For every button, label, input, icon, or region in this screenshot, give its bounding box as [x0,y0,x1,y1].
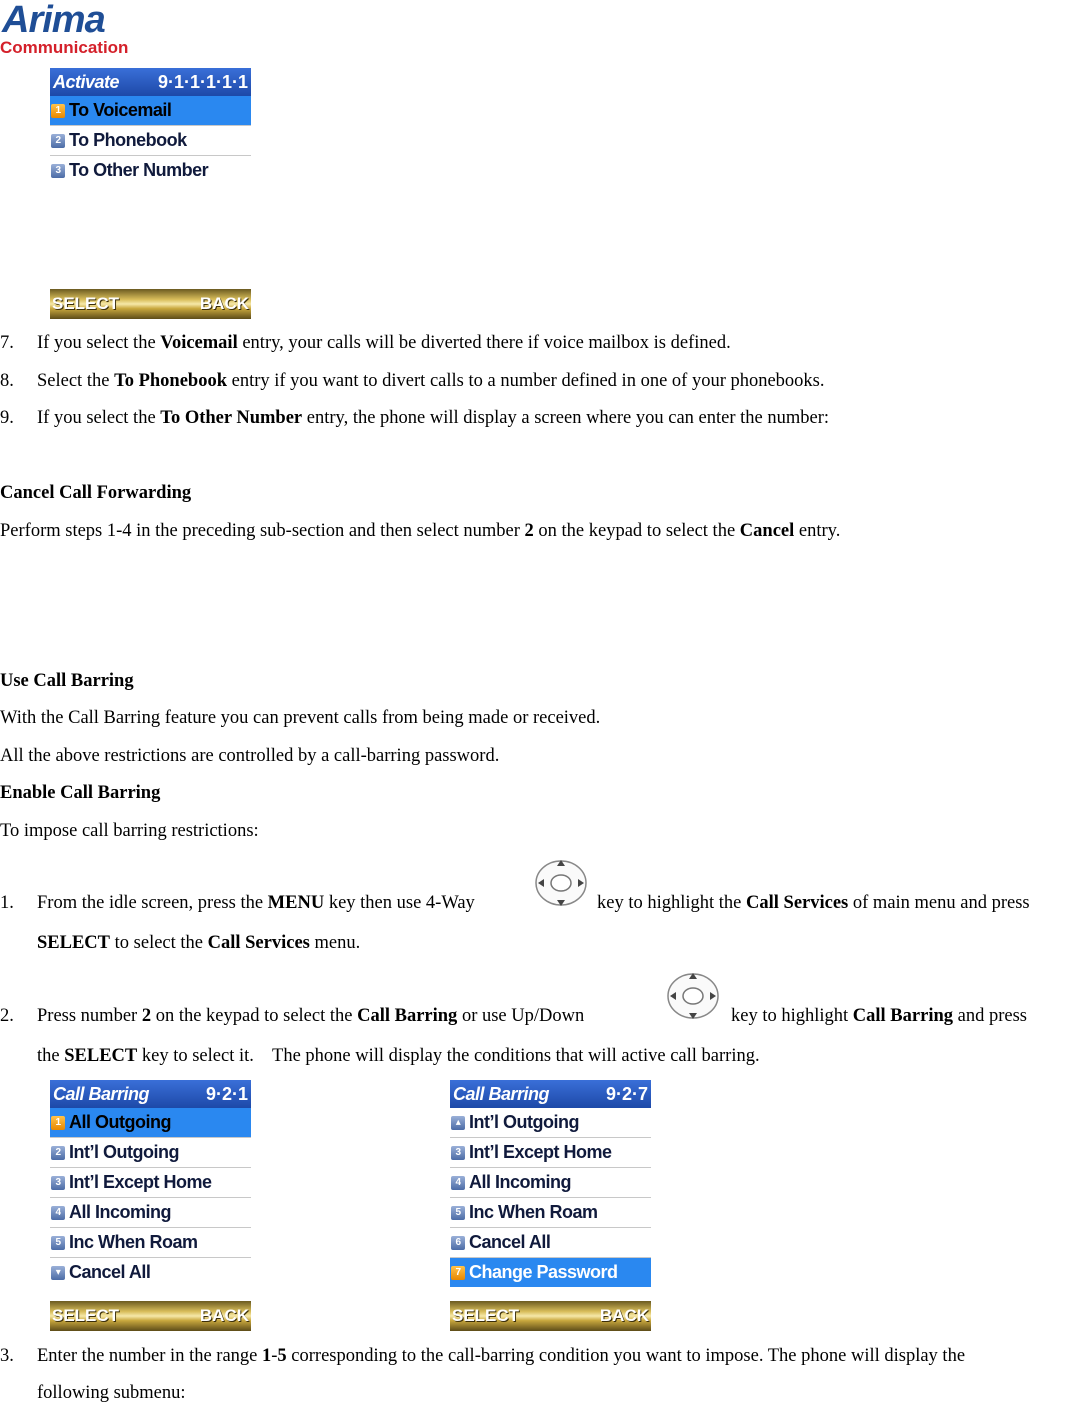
select-softkey[interactable]: SELECT [52,1306,120,1325]
menu-item[interactable] [50,126,251,156]
menu-item[interactable] [450,1198,651,1228]
menu-item[interactable] [50,156,251,185]
screen-header [450,1080,651,1108]
menu-item[interactable] [50,1198,251,1228]
menu-item-label: Int’l Except Home [469,1142,612,1162]
scroll-up-icon: ▴ [451,1116,465,1130]
number-badge-icon: 5 [451,1206,465,1220]
subsection-heading: Enable Call Barring [0,783,161,803]
paragraph: With the Call Barring feature you can prevent calls from being made or received. [0,708,601,728]
screen-title: Activate [53,72,120,92]
number-badge-icon: 3 [451,1146,465,1160]
menu-item-label: All Incoming [469,1172,571,1192]
list-item-cont: key to highlight Call Barring and press [731,1006,1027,1026]
number-badge-icon: 6 [451,1236,465,1250]
menu-item[interactable] [50,1258,251,1287]
menu-item-label: To Voicemail [69,100,172,120]
number-badge-icon: 5 [51,1236,65,1250]
menu-item[interactable] [450,1168,651,1198]
menu-item-label: Cancel All [69,1262,151,1282]
number-badge-icon: 3 [51,164,65,178]
list-item-cont: key to highlight the Call Services of main menu and press [597,893,1030,913]
paragraph: All the above restrictions are controlled by a call-barring password. [0,746,500,766]
number-badge-icon: 7 [451,1266,465,1280]
four-way-nav-key-icon [533,855,589,911]
screen-code: 9·1·1·1·1·1 [157,72,248,92]
logo-brand: Arima [2,0,105,41]
up-down-nav-key-icon [665,968,721,1024]
phone-screen-call-barring-2 [450,1080,651,1302]
phone-screen-call-barring-1 [50,1080,251,1302]
list-item-cont: following submenu: [37,1383,186,1403]
menu-item-label: Inc When Roam [69,1232,198,1252]
menu-item[interactable] [450,1258,651,1287]
screen-header [50,68,251,96]
screen-title: Call Barring [53,1084,150,1104]
menu-item-label: Cancel All [469,1232,551,1252]
menu-item-label: Int’l Except Home [69,1172,212,1192]
number-badge-icon: 1 [51,104,65,118]
number-badge-icon: 4 [451,1176,465,1190]
menu-item-label: Change Password [469,1262,618,1282]
back-softkey[interactable]: BACK [199,294,249,313]
softkey-bar [50,1301,251,1331]
scroll-down-icon: ▾ [51,1266,65,1280]
softkey-bar [50,289,251,319]
menu-item[interactable] [50,1228,251,1258]
menu-item-label: All Incoming [69,1202,171,1222]
menu-item-label: To Phonebook [69,130,187,150]
section-heading: Cancel Call Forwarding [0,483,192,503]
back-softkey[interactable]: BACK [199,1306,249,1325]
number-badge-icon: 1 [51,1116,65,1130]
menu-item[interactable] [50,96,251,126]
phone-screen-activate [50,68,251,290]
paragraph: Perform steps 1-4 in the preceding sub-section and then select number 2 on the keypad to select the Cancel entry. [0,521,841,541]
number-badge-icon: 2 [51,134,65,148]
list-item-cont: the SELECT key to select it. The phone will display the conditions that will active call barring. [37,1046,760,1066]
menu-item-label: All Outgoing [69,1112,171,1132]
number-badge-icon: 4 [51,1206,65,1220]
menu-item[interactable] [50,1108,251,1138]
menu-item[interactable] [450,1138,651,1168]
screen-title: Call Barring [453,1084,550,1104]
menu-item-label: To Other Number [69,160,209,180]
select-softkey[interactable]: SELECT [52,294,120,313]
section-heading: Use Call Barring [0,671,134,691]
menu-item[interactable] [50,1138,251,1168]
number-badge-icon: 3 [51,1176,65,1190]
menu-item-label: Int’l Outgoing [469,1112,579,1132]
logo-subtitle: Communication [0,38,129,57]
select-softkey[interactable]: SELECT [452,1306,520,1325]
menu-item[interactable] [450,1108,651,1138]
menu-item[interactable] [450,1228,651,1258]
list-item-cont: SELECT to select the Call Services menu. [37,933,361,953]
menu-item[interactable] [50,1168,251,1198]
company-logo [0,0,155,60]
paragraph: To impose call barring restrictions: [0,821,259,841]
menu-item-label: Int’l Outgoing [69,1142,179,1162]
softkey-bar [450,1301,651,1331]
number-badge-icon: 2 [51,1146,65,1160]
menu-item-label: Inc When Roam [469,1202,598,1222]
screen-code: 9·2·7 [605,1084,648,1104]
screen-header [50,1080,251,1108]
back-softkey[interactable]: BACK [599,1306,649,1325]
screen-code: 9·2·1 [205,1084,248,1104]
